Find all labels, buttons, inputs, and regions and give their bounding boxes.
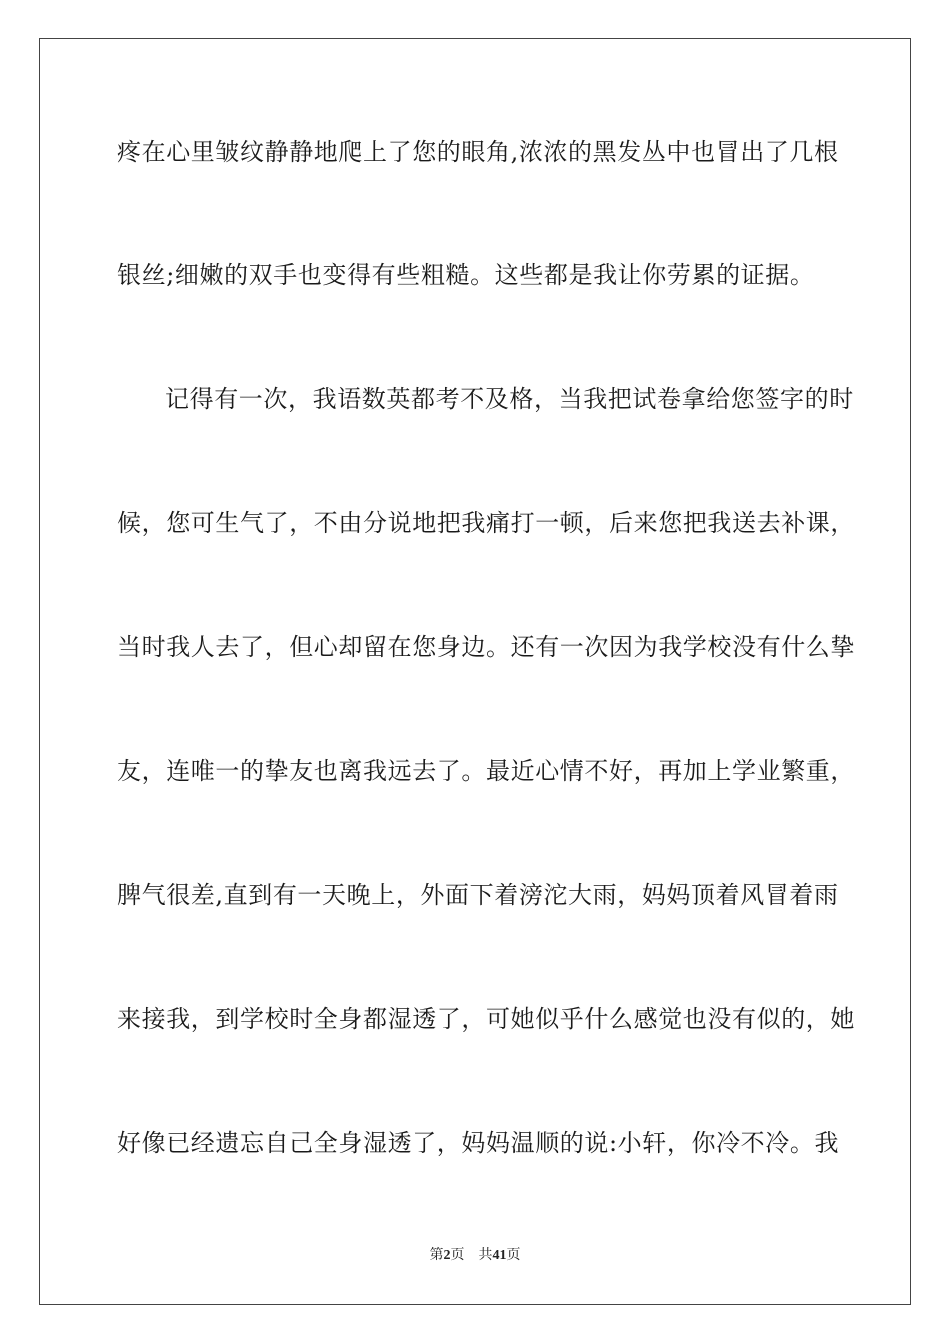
page-footer: [0, 1246, 950, 1265]
body-text-line-9: 好像已经遗忘自己全身湿透了，妈妈温顺的说:小轩，你冷不冷。我: [117, 1129, 840, 1157]
body-text-line-8: 来接我，到学校时全身都湿透了，可她似乎什么感觉也没有似的，她: [117, 1005, 855, 1033]
body-text-line-6: 友，连唯一的挚友也离我远去了。最近心情不好，再加上学业繁重，: [117, 757, 855, 785]
page-label-suffix: 页: [450, 1247, 465, 1263]
page-label-prefix: 第: [429, 1247, 444, 1263]
total-page-count: 41: [492, 1248, 507, 1263]
body-text-line-4: 候，您可生气了，不由分说地把我痛打一顿，后来您把我送去补课，: [117, 509, 855, 537]
body-text-line-3: 记得有一次，我语数英都考不及格，当我把试卷拿给您签字的时: [165, 385, 854, 413]
body-text-line-5: 当时我人去了，但心却留在您身边。还有一次因为我学校没有什么挚: [117, 633, 855, 661]
current-page-number: 2: [443, 1248, 451, 1263]
page-border: [39, 38, 911, 1305]
total-label-prefix: 共: [478, 1247, 493, 1263]
body-text-line-1: 疼在心里皱纹静静地爬上了您的眼角,浓浓的黑发丛中也冒出了几根: [117, 138, 839, 166]
total-label-suffix: 页: [506, 1247, 521, 1263]
body-text-line-7: 脾气很差,直到有一天晚上，外面下着滂沱大雨，妈妈顶着风冒着雨: [117, 881, 839, 909]
body-text-line-2: 银丝;细嫩的双手也变得有些粗糙。这些都是我让你劳累的证据。: [117, 261, 815, 289]
